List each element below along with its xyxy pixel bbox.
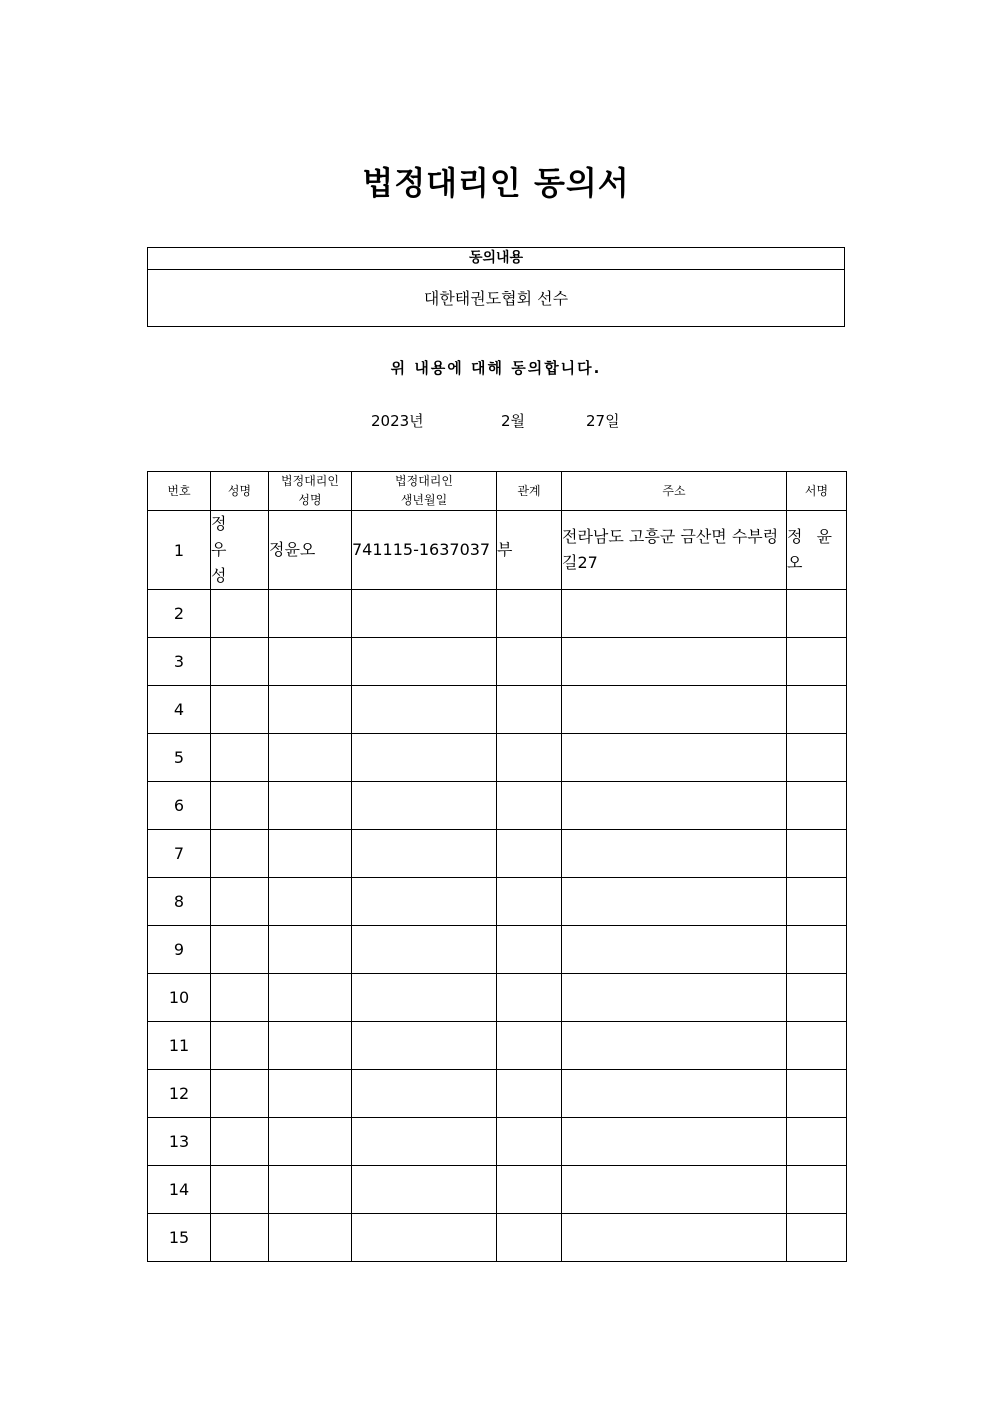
guardian-name-cell xyxy=(269,1022,352,1070)
address-cell xyxy=(562,734,787,782)
signature-cell xyxy=(787,638,847,686)
address-cell xyxy=(562,782,787,830)
guardian-name-cell xyxy=(269,926,352,974)
row-number-cell: 12 xyxy=(148,1070,211,1118)
guardian-birth-cell xyxy=(352,686,497,734)
date-year: 2023년 xyxy=(371,412,424,430)
header-relation: 관계 xyxy=(497,472,562,511)
signature-cell xyxy=(787,926,847,974)
relation-cell xyxy=(497,782,562,830)
row-number-cell: 13 xyxy=(148,1118,211,1166)
signature-cell xyxy=(787,1166,847,1214)
name-cell xyxy=(211,878,269,926)
relation-cell: 부 xyxy=(497,511,562,590)
row-number-cell: 14 xyxy=(148,1166,211,1214)
name-cell: 정우성 xyxy=(211,511,269,590)
guardian-birth-cell xyxy=(352,830,497,878)
name-cell xyxy=(211,686,269,734)
row-number-cell: 15 xyxy=(148,1214,211,1262)
consent-box xyxy=(147,247,845,327)
address-cell xyxy=(562,1214,787,1262)
guardian-birth-cell: 741115-1637037 xyxy=(352,511,497,590)
guardian-name-cell xyxy=(269,590,352,638)
signature-cell xyxy=(787,878,847,926)
agree-statement: 위 내용에 대해 동의합니다. xyxy=(390,359,602,377)
guardian-birth-cell xyxy=(352,590,497,638)
guardian-birth-cell xyxy=(352,1118,497,1166)
header-guardian-name: 법정대리인 성명 xyxy=(269,472,352,511)
table-row xyxy=(148,1118,847,1166)
address-cell xyxy=(562,830,787,878)
guardian-name-cell xyxy=(269,974,352,1022)
guardian-birth-cell xyxy=(352,1214,497,1262)
guardian-name-cell xyxy=(269,830,352,878)
guardian-name-cell xyxy=(269,1118,352,1166)
table-row xyxy=(148,734,847,782)
guardian-name-cell xyxy=(269,1166,352,1214)
guardian-name-cell xyxy=(269,1214,352,1262)
signature-cell xyxy=(787,686,847,734)
relation-cell xyxy=(497,1022,562,1070)
guardian-name-cell xyxy=(269,734,352,782)
signature-cell xyxy=(787,974,847,1022)
guardian-name-cell xyxy=(269,782,352,830)
table-body xyxy=(148,511,847,1262)
row-number-cell: 8 xyxy=(148,878,211,926)
table-row xyxy=(148,638,847,686)
name-cell xyxy=(211,1166,269,1214)
guardian-name-cell xyxy=(269,638,352,686)
signature-cell xyxy=(787,1214,847,1262)
signature-cell xyxy=(787,1070,847,1118)
relation-cell xyxy=(497,734,562,782)
guardian-name-cell xyxy=(269,686,352,734)
consent-content: 대한태권도협회 선수 xyxy=(423,289,569,308)
name-cell xyxy=(211,590,269,638)
roster-table xyxy=(147,471,847,1262)
address-cell xyxy=(562,1166,787,1214)
consent-header: 동의내용 xyxy=(148,248,844,270)
relation-cell xyxy=(497,686,562,734)
row-number-cell: 11 xyxy=(148,1022,211,1070)
table-row xyxy=(148,1070,847,1118)
relation-cell xyxy=(497,926,562,974)
row-number-cell: 10 xyxy=(148,974,211,1022)
row-number-cell: 3 xyxy=(148,638,211,686)
relation-cell xyxy=(497,1166,562,1214)
name-cell xyxy=(211,1214,269,1262)
address-cell xyxy=(562,926,787,974)
header-guardian-birth: 법정대리인 생년월일 xyxy=(352,472,497,511)
table-row xyxy=(148,1214,847,1262)
address-cell xyxy=(562,878,787,926)
guardian-name-cell xyxy=(269,1070,352,1118)
table-row xyxy=(148,590,847,638)
header-name: 성명 xyxy=(211,472,269,511)
row-number-cell: 9 xyxy=(148,926,211,974)
row-number-cell: 7 xyxy=(148,830,211,878)
relation-cell xyxy=(497,590,562,638)
relation-cell xyxy=(497,1118,562,1166)
signature-cell xyxy=(787,734,847,782)
table-header-row xyxy=(148,472,847,511)
address-cell xyxy=(562,1022,787,1070)
name-cell xyxy=(211,974,269,1022)
relation-cell xyxy=(497,830,562,878)
table-row xyxy=(148,830,847,878)
name-cell xyxy=(211,830,269,878)
relation-cell xyxy=(497,974,562,1022)
header-signature: 서명 xyxy=(787,472,847,511)
table-row xyxy=(148,782,847,830)
address-cell xyxy=(562,686,787,734)
row-number-cell: 6 xyxy=(148,782,211,830)
relation-cell xyxy=(497,1070,562,1118)
row-number-cell: 1 xyxy=(148,511,211,590)
guardian-name-cell: 정윤오 xyxy=(269,511,352,590)
guardian-birth-cell xyxy=(352,974,497,1022)
guardian-birth-cell xyxy=(352,878,497,926)
guardian-birth-cell xyxy=(352,926,497,974)
signature-cell xyxy=(787,590,847,638)
signature-cell xyxy=(787,782,847,830)
relation-cell xyxy=(497,1214,562,1262)
table-row xyxy=(148,686,847,734)
name-cell xyxy=(211,638,269,686)
name-cell xyxy=(211,1070,269,1118)
page-title: 법정대리인 동의서 xyxy=(362,164,630,202)
signature-cell: 정윤오 xyxy=(787,511,847,590)
signature-cell xyxy=(787,1022,847,1070)
guardian-birth-cell xyxy=(352,782,497,830)
header-address: 주소 xyxy=(562,472,787,511)
name-cell xyxy=(211,782,269,830)
address-cell xyxy=(562,1070,787,1118)
name-cell xyxy=(211,734,269,782)
name-cell xyxy=(211,1118,269,1166)
table-row xyxy=(148,1166,847,1214)
row-number-cell: 5 xyxy=(148,734,211,782)
address-cell xyxy=(562,1118,787,1166)
guardian-name-cell xyxy=(269,878,352,926)
row-number-cell: 2 xyxy=(148,590,211,638)
address-cell xyxy=(562,638,787,686)
signature-cell xyxy=(787,1118,847,1166)
relation-cell xyxy=(497,638,562,686)
table-row xyxy=(148,511,847,590)
header-number: 번호 xyxy=(148,472,211,511)
relation-cell xyxy=(497,878,562,926)
name-cell xyxy=(211,1022,269,1070)
address-cell xyxy=(562,974,787,1022)
guardian-birth-cell xyxy=(352,638,497,686)
guardian-birth-cell xyxy=(352,734,497,782)
row-number-cell: 4 xyxy=(148,686,211,734)
guardian-birth-cell xyxy=(352,1022,497,1070)
address-cell: 전라남도 고흥군 금산면 수부렁길27 xyxy=(562,511,787,590)
guardian-birth-cell xyxy=(352,1070,497,1118)
table-row xyxy=(148,974,847,1022)
signature-cell xyxy=(787,830,847,878)
name-cell xyxy=(211,926,269,974)
date-month: 2월 xyxy=(501,412,526,430)
address-cell xyxy=(562,590,787,638)
date-day: 27일 xyxy=(586,412,620,430)
table-row xyxy=(148,1022,847,1070)
table-row xyxy=(148,878,847,926)
guardian-birth-cell xyxy=(352,1166,497,1214)
table-row xyxy=(148,926,847,974)
